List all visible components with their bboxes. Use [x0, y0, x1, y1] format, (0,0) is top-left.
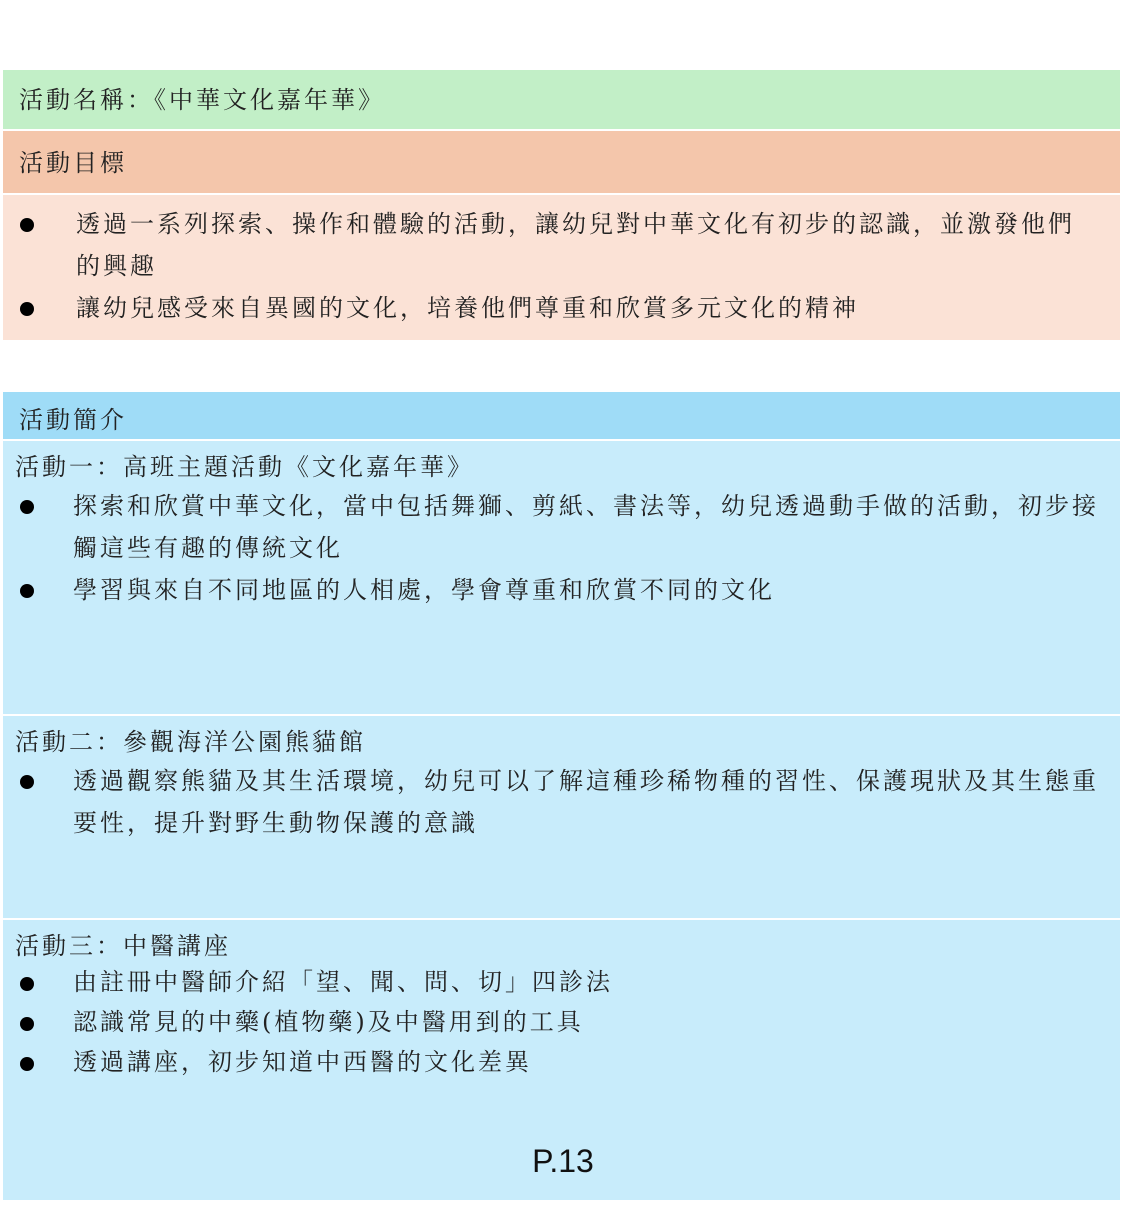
activity-two-list — [3, 760, 1120, 844]
activity-three-title: 活動三：中醫講座 — [15, 932, 231, 960]
bullet-dot-icon — [20, 302, 34, 316]
intro-header — [3, 392, 1120, 439]
list-item-text: 由註冊中醫師介紹「望、聞、問、切」四診法 — [73, 968, 613, 996]
bullet-dot-icon — [20, 584, 34, 598]
list-item-text: 透過觀察熊貓及其生活環境，幼兒可以了解這種珍稀物種的習性、保護現狀及其生態重要性，提升對野生動物保護的意識 — [73, 767, 1099, 837]
bullet-dot-icon — [20, 977, 34, 991]
page-number: P.13 — [532, 1143, 594, 1179]
bullet-dot-icon — [20, 1057, 34, 1071]
activity-three-list — [3, 962, 1120, 1082]
goal-text: 透過一系列探索、操作和體驗的活動，讓幼兒對中華文化有初步的認識，並激發他們的興趣 — [76, 210, 1075, 280]
list-item — [3, 569, 1120, 611]
goal-item — [3, 203, 1120, 287]
list-item — [3, 1042, 1120, 1082]
intro-heading: 活動簡介 — [19, 406, 127, 434]
bullet-dot-icon — [20, 775, 34, 789]
list-item-text: 透過講座，初步知道中西醫的文化差異 — [73, 1048, 532, 1076]
goal-text: 讓幼兒感受來自異國的文化，培養他們尊重和欣賞多元文化的精神 — [76, 294, 859, 322]
goals-header — [3, 131, 1120, 193]
activity-one-section — [3, 441, 1120, 714]
activity-name: 活動名稱：《中華文化嘉年華》 — [19, 86, 385, 114]
list-item-text: 學習與來自不同地區的人相處，學會尊重和欣賞不同的文化 — [73, 576, 775, 604]
activity-one-title: 活動一：高班主題活動《文化嘉年華》 — [15, 453, 474, 481]
bullet-dot-icon — [20, 1017, 34, 1031]
goals-heading: 活動目標 — [19, 149, 127, 177]
list-item — [3, 1002, 1120, 1042]
bullet-dot-icon — [20, 218, 34, 232]
list-item — [3, 962, 1120, 1002]
goal-item — [3, 287, 1120, 329]
list-item-text: 認識常見的中藥(植物藥)及中醫用到的工具 — [73, 1008, 584, 1036]
activity-name-row — [3, 70, 1120, 129]
activity-two-title: 活動二：參觀海洋公園熊貓館 — [15, 728, 366, 756]
goals-list — [3, 203, 1120, 329]
goals-list-section — [3, 195, 1120, 340]
list-item — [3, 485, 1120, 569]
list-item-text: 探索和欣賞中華文化，當中包括舞獅、剪紙、書法等，幼兒透過動手做的活動，初步接觸這些有趣的傳統文化 — [73, 492, 1099, 562]
bullet-dot-icon — [20, 500, 34, 514]
activity-one-list — [3, 485, 1120, 611]
activity-two-section — [3, 716, 1120, 918]
list-item — [3, 760, 1120, 844]
